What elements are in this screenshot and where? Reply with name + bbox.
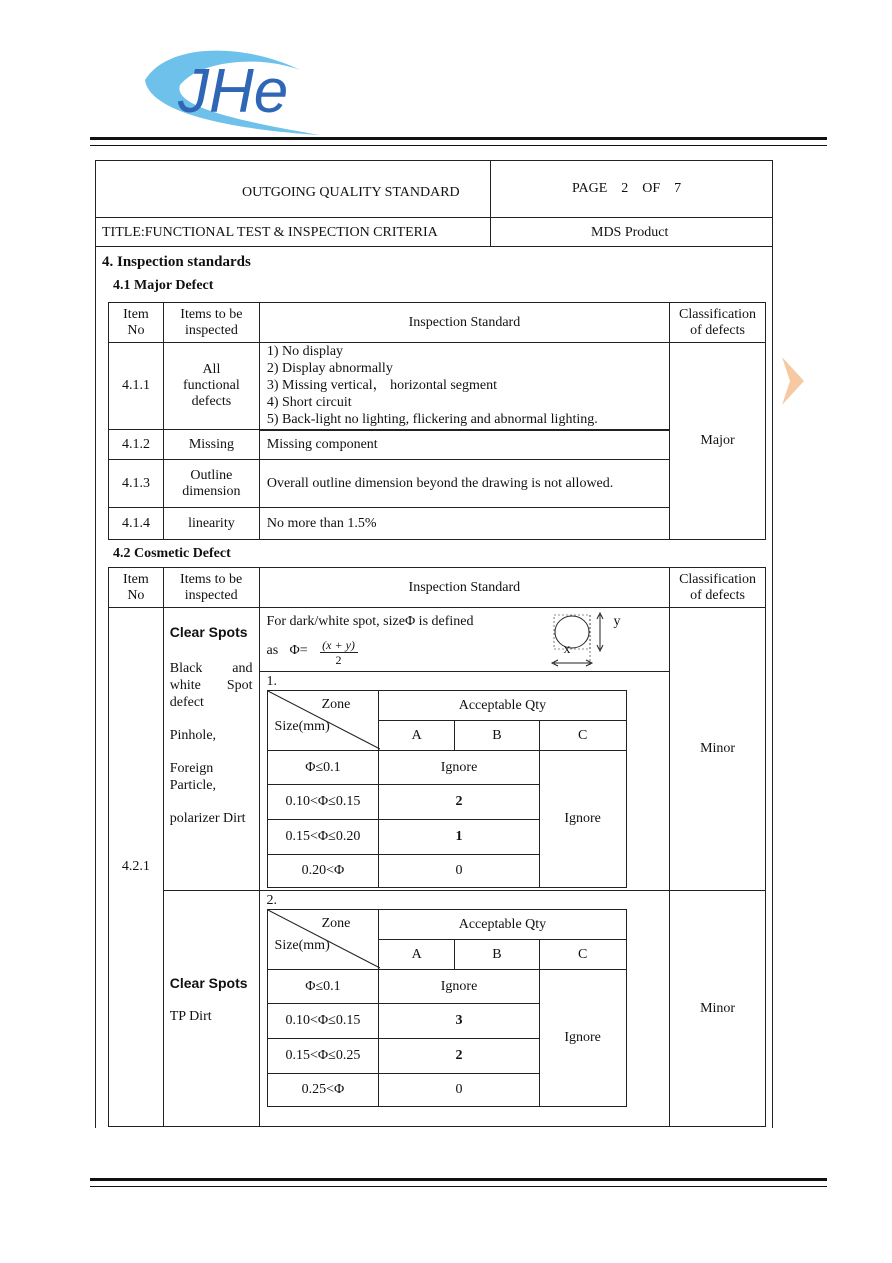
- column-c: C: [539, 940, 626, 970]
- zone-size-header: Zone Size(mm): [267, 691, 379, 751]
- acceptable-qty-table: [267, 690, 627, 888]
- item-number: 4.1.1: [109, 343, 164, 430]
- section-heading: 4. Inspection standards: [102, 254, 251, 270]
- acceptable-qty-table: [267, 909, 627, 1107]
- zone-size-header: Zone Size(mm): [267, 910, 379, 970]
- header-item-no: Item No: [109, 568, 164, 608]
- qty-cell: 2: [379, 1039, 539, 1074]
- inspection-standard: No more than 1.5%: [259, 508, 669, 540]
- qty-cell: 3: [379, 1004, 539, 1039]
- logo-text: JHe: [178, 57, 289, 126]
- jhe-logo: [140, 40, 340, 140]
- item-number: 4.1.4: [109, 508, 164, 540]
- document-subtitle: TITLE:FUNCTIONAL TEST & INSPECTION CRITERIA: [102, 225, 438, 240]
- header-items: Items to be inspected: [163, 568, 259, 608]
- item-number: 4.1.2: [109, 430, 164, 460]
- table-row: [267, 751, 626, 785]
- table-row: [109, 508, 766, 540]
- inspection-standard: 1) No display 2) Display abnormally 3) Missing vertical， horizontal segment 4) Short circuit 5) Back-light no lighting, flickering and abnormal lighting.: [259, 343, 669, 430]
- major-defect-table: [108, 302, 766, 540]
- column-b: B: [455, 721, 540, 751]
- table-row: [109, 460, 766, 508]
- qty-c-cell: Ignore: [539, 751, 626, 888]
- size-cell: 0.25<Φ: [267, 1074, 379, 1107]
- spot-criteria-1: 1. Zone Size(mm) Acceptable Qty A B C Φ≤0.1 Ignore Ignore 0.10<Φ≤0.15 2 0.15<Φ≤0.20 1 0.20<Φ 0: [259, 672, 670, 891]
- footer-rule: [90, 1178, 827, 1187]
- qty-cell: 1: [379, 820, 539, 855]
- size-cell: 0.20<Φ: [267, 855, 379, 888]
- inspection-standard: Missing component: [259, 430, 669, 460]
- header-classification: Classification of defects: [670, 568, 766, 608]
- cosmetic-defect-table: [108, 567, 766, 1127]
- spot-diagram: [550, 611, 635, 671]
- page-number: PAGE 2 OF 7: [572, 181, 682, 196]
- column-c: C: [539, 721, 626, 751]
- qty-cell: 0: [379, 855, 539, 888]
- header-standard: Inspection Standard: [259, 568, 670, 608]
- column-a: A: [379, 940, 455, 970]
- classification-major: Major: [670, 343, 766, 540]
- header-items: Items to be inspected: [163, 303, 259, 343]
- item-name: Clear Spots Black and white Spot defect Pinhole, Foreign Particle, polarizer Dirt: [163, 608, 259, 891]
- qty-c-cell: Ignore: [539, 970, 626, 1107]
- qty-cell: 2: [379, 785, 539, 820]
- classification-minor: Minor: [670, 608, 766, 891]
- header-classification: Classification of defects: [670, 303, 766, 343]
- table-row: [109, 343, 766, 430]
- item-number: 4.1.3: [109, 460, 164, 508]
- column-a: A: [379, 721, 455, 751]
- document-title: OUTGOING QUALITY STANDARD: [242, 185, 460, 200]
- qty-cell: 0: [379, 1074, 539, 1107]
- size-cell: 0.15<Φ≤0.25: [267, 1039, 379, 1074]
- item-name: Clear Spots TP Dirt: [163, 891, 259, 1127]
- item-name: All functional defects: [163, 343, 259, 430]
- cosmetic-heading: 4.2 Cosmetic Defect: [113, 546, 231, 561]
- size-cell: 0.15<Φ≤0.20: [267, 820, 379, 855]
- spot-definition: For dark/white spot, sizeΦ is defined as Φ= (x + y) 2 y x: [259, 608, 670, 672]
- acceptable-qty-header: Acceptable Qty: [379, 691, 626, 721]
- table-row: [267, 970, 626, 1004]
- column-b: B: [455, 940, 540, 970]
- header-rule: [90, 137, 827, 146]
- item-name: linearity: [163, 508, 259, 540]
- header-standard: Inspection Standard: [259, 303, 669, 343]
- spot-criteria-2: 2. Zone Size(mm) Acceptable Qty A B C Φ≤0.1 Ignore Ignore 0.10<Φ≤0.15 3 0.15<Φ≤0.25 2 0.25<Φ 0: [259, 891, 670, 1127]
- item-number: 4.2.1: [109, 608, 164, 1127]
- inspection-standard: Overall outline dimension beyond the drawing is not allowed.: [259, 460, 669, 508]
- qty-cell: Ignore: [379, 970, 539, 1004]
- product-name: MDS Product: [591, 225, 669, 240]
- major-heading: 4.1 Major Defect: [113, 278, 214, 293]
- header-divider: [490, 160, 491, 247]
- chevron-right-icon: [780, 355, 806, 407]
- header-item-no: Item No: [109, 303, 164, 343]
- size-cell: 0.10<Φ≤0.15: [267, 1004, 379, 1039]
- item-name: Outline dimension: [163, 460, 259, 508]
- size-cell: Φ≤0.1: [267, 970, 379, 1004]
- table-row: [109, 430, 766, 460]
- classification-minor: Minor: [670, 891, 766, 1127]
- size-cell: 0.10<Φ≤0.15: [267, 785, 379, 820]
- qty-cell: Ignore: [379, 751, 539, 785]
- size-cell: Φ≤0.1: [267, 751, 379, 785]
- item-name: Missing: [163, 430, 259, 460]
- acceptable-qty-header: Acceptable Qty: [379, 910, 626, 940]
